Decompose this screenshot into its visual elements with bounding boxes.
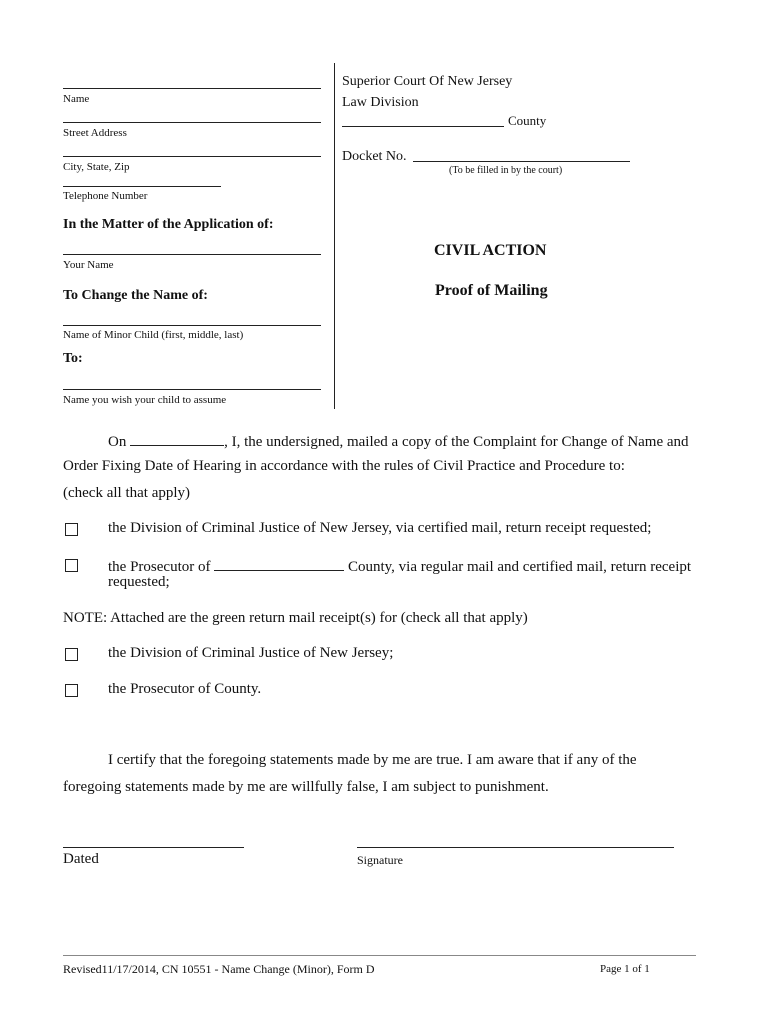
prosecutor-mail-checkbox[interactable]	[65, 559, 78, 572]
minor-name-line[interactable]	[63, 325, 321, 326]
mail-date-field[interactable]	[130, 431, 224, 446]
court-name: Superior Court Of New Jersey	[342, 74, 513, 89]
new-name-line[interactable]	[63, 389, 321, 390]
certification-line2: foregoing statements made by me are willfully false, I am subject to punishment.	[63, 779, 549, 795]
docket-line[interactable]	[413, 161, 630, 162]
your-name-label: Your Name	[63, 259, 114, 271]
street-address-line[interactable]	[63, 122, 321, 123]
signature-line[interactable]	[357, 847, 674, 848]
dated-line[interactable]	[63, 847, 244, 848]
county-label: County	[508, 113, 547, 128]
prosecutor-mail-option	[108, 556, 691, 576]
county-line[interactable]	[342, 126, 504, 127]
your-name-line[interactable]	[63, 254, 321, 255]
prosecutor-county-field[interactable]	[214, 556, 344, 571]
statement-text: , I, the undersigned, mailed a copy of the Complaint for Change of Name and	[224, 434, 689, 450]
check-all-instruction: (check all that apply)	[63, 485, 191, 501]
city-state-zip-label: City, State, Zip	[63, 161, 130, 173]
telephone-label: Telephone Number	[63, 190, 148, 202]
street-address-label: Street Address	[63, 127, 127, 139]
caption-divider	[334, 63, 335, 409]
mailing-statement-line2: Order Fixing Date of Hearing in accordance with the rules of Civil Practice and Procedure to:	[63, 458, 625, 474]
division-mail-option: the Division of Criminal Justice of New Jersey, via certified mail, return receipt requested;	[108, 520, 652, 536]
name-line[interactable]	[63, 88, 321, 89]
prosecutor-mail-text: County, via regular mail and certified mail, return receipt	[347, 559, 692, 575]
signature-label: Signature	[357, 853, 403, 867]
docket-label: Docket No.	[342, 149, 407, 164]
change-name-heading: To Change the Name of:	[63, 288, 208, 303]
new-name-label: Name you wish your child to assume	[63, 394, 227, 406]
docket-note: (To be filled in by the court)	[449, 165, 563, 176]
division-receipt-option: the Division of Criminal Justice of New Jersey;	[108, 645, 394, 661]
page-number: Page 1 of 1	[600, 963, 650, 975]
division-mail-checkbox[interactable]	[65, 523, 78, 536]
prosecutor-of-text: the Prosecutor of	[108, 559, 211, 575]
footer-rule	[63, 955, 696, 956]
matter-heading: In the Matter of the Application of:	[63, 217, 274, 232]
certification-line1: I certify that the foregoing statements made by me are true. I am aware that if any of the	[108, 752, 637, 768]
minor-name-label: Name of Minor Child (first, middle, last)	[63, 329, 244, 341]
note-text: NOTE: Attached are the green return mail receipt(s) for (check all that apply)	[63, 610, 528, 626]
city-state-zip-line[interactable]	[63, 156, 321, 157]
civil-action-title: CIVIL ACTION	[434, 242, 547, 259]
prosecutor-mail-option-cont: requested;	[108, 574, 170, 590]
mailing-statement-line1	[63, 431, 689, 451]
to-heading: To:	[63, 351, 83, 366]
dated-label: Dated	[63, 851, 99, 867]
proof-of-mailing-title: Proof of Mailing	[435, 282, 548, 299]
name-label: Name	[63, 93, 90, 105]
prosecutor-receipt-option: the Prosecutor of County.	[108, 681, 262, 697]
on-label: On	[108, 434, 127, 450]
division-receipt-checkbox[interactable]	[65, 648, 78, 661]
revision-text: Revised11/17/2014, CN 10551 - Name Change (Minor), Form D	[63, 962, 375, 976]
telephone-line[interactable]	[63, 186, 221, 187]
prosecutor-receipt-checkbox[interactable]	[65, 684, 78, 697]
division-name: Law Division	[342, 95, 419, 110]
